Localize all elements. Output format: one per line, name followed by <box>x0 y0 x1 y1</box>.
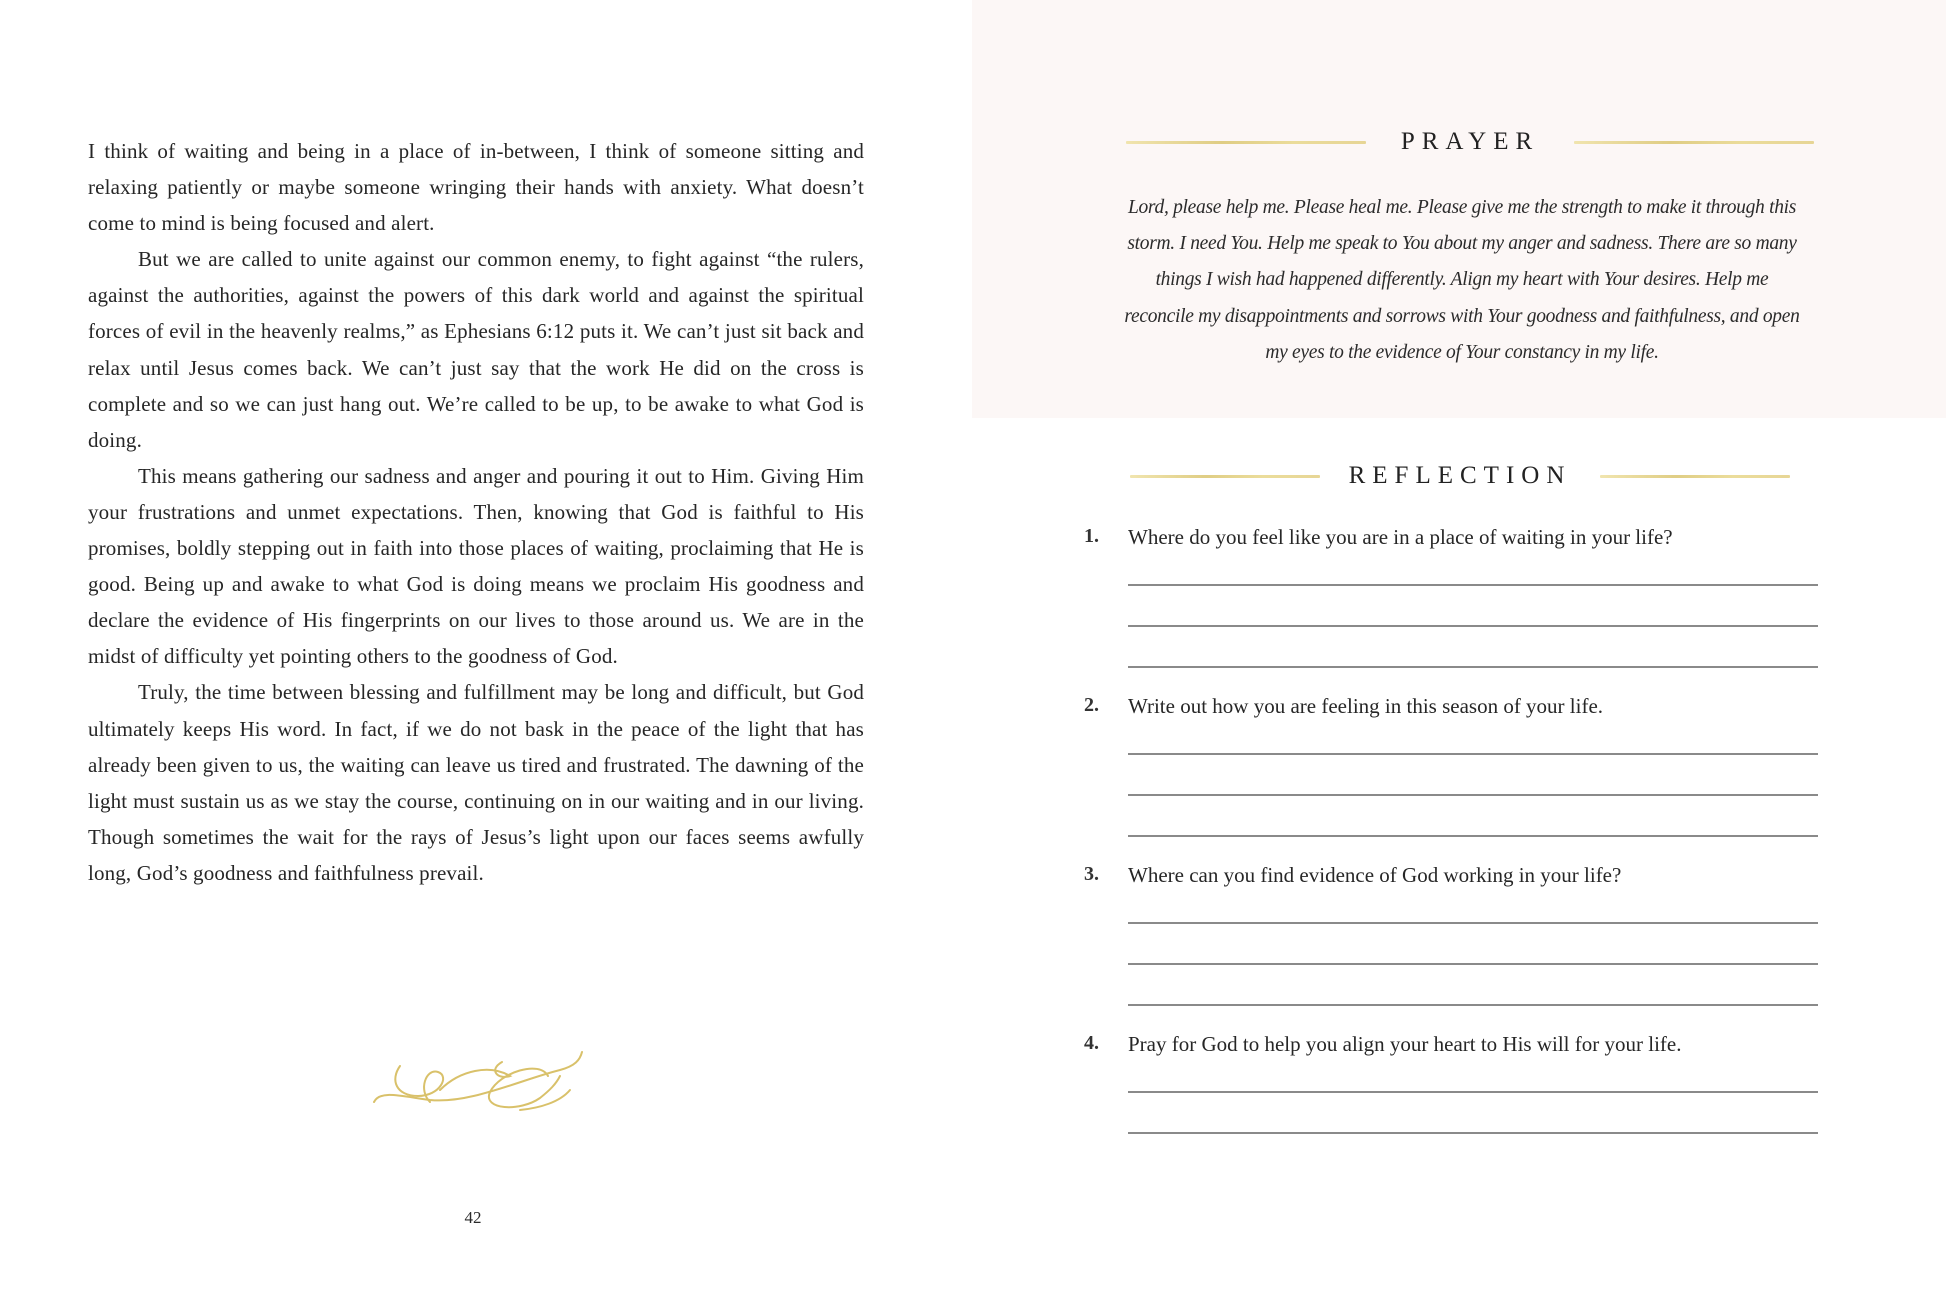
answer-line[interactable] <box>1128 794 1818 796</box>
answer-line[interactable] <box>1128 1091 1818 1093</box>
answer-line[interactable] <box>1128 666 1818 668</box>
paragraph: Truly, the time between blessing and fulfillment may be long and difficult, but God ultimately keeps His word. In fact, if we do not bask in the peace of the light that has already been given to us, the waiting can leave us tired and frustrated. The dawning of the light must sustain us as we stay the course, continuing on in our waiting and in our living. Though sometimes the wait for the rays of Jesus’s light upon our faces seems awfully long, God’s goodness and faithfulness prevail. <box>88 680 864 885</box>
body-text <box>88 133 864 891</box>
question-number: 4. <box>1084 1032 1099 1054</box>
prayer-title: PRAYER <box>1400 128 1540 155</box>
answer-line[interactable] <box>1128 835 1818 837</box>
question-text: Where do you feel like you are in a place of waiting in your life? <box>1128 525 1673 549</box>
answer-line[interactable] <box>1128 584 1818 586</box>
question-text: Where can you find evidence of God working in your life? <box>1128 863 1622 887</box>
answer-line[interactable] <box>1128 753 1818 755</box>
answer-line[interactable] <box>1128 625 1818 627</box>
paragraph: But we are called to unite against our common enemy, to fight against “the rulers, against the authorities, against the powers of this dark world and against the spiritual forces of evil in the heavenly realms,” as Ephesians 6:12 puts it. We can’t just sit back and relax until Jesus comes back. We can’t just say that the work He did on the cross is complete and so we can just hang out. We’re called to be up, to be awake to what God is doing. <box>88 247 864 452</box>
question-number: 3. <box>1084 863 1099 885</box>
answer-line[interactable] <box>1128 1132 1818 1134</box>
flourish-ornament-icon <box>370 1040 585 1118</box>
prayer-panel <box>972 0 1946 418</box>
gold-divider-left <box>1130 475 1320 478</box>
prayer-text: Lord, please help me. Please heal me. Please give me the strength to make it through this storm. I need You. Help me speak to You about my anger and sadness. There are so many things I wish had happened differently. Align my heart with Your desires. Help me reconcile my disappointments and sorrows with Your goodness and faithfulness, and open my eyes to the evidence of Your constancy in my life. <box>1124 197 1800 363</box>
question-text: Write out how you are feeling in this season of your life. <box>1128 694 1604 718</box>
question-text: Pray for God to help you align your heart to His will for your life. <box>1128 1032 1682 1056</box>
reflection-title: REFLECTION <box>1348 462 1572 489</box>
question-number: 1. <box>1084 525 1099 547</box>
reflection-header <box>1130 462 1790 490</box>
paragraph: I think of waiting and being in a place of in-between, I think of someone sitting and relaxing patiently or maybe someone wringing their hands with anxiety. What doesn’t come to mind is being focused and alert. <box>88 139 864 236</box>
prayer-header <box>1126 128 1814 156</box>
question-number: 2. <box>1084 694 1099 716</box>
paragraph: This means gathering our sadness and anger and pouring it out to Him. Giving Him your frustrations and unmet expectations. Then, knowing that God is faithful to His promises, boldly stepping out in faith into those places of waiting, proclaiming that He is good. Being up and awake to what God is doing means we proclaim His goodness and declare the evidence of His fingerprints on our lives to those around us. We are in the midst of difficulty yet pointing others to the goodness of God. <box>88 463 864 669</box>
gold-divider-left <box>1126 141 1366 144</box>
gold-divider-right <box>1574 141 1814 144</box>
answer-line[interactable] <box>1128 922 1818 924</box>
answer-line[interactable] <box>1128 1004 1818 1006</box>
answer-line[interactable] <box>1128 963 1818 965</box>
page-number: 42 <box>464 1208 482 1227</box>
left-page <box>0 0 972 1297</box>
right-page <box>972 0 1946 1297</box>
gold-divider-right <box>1600 475 1790 478</box>
